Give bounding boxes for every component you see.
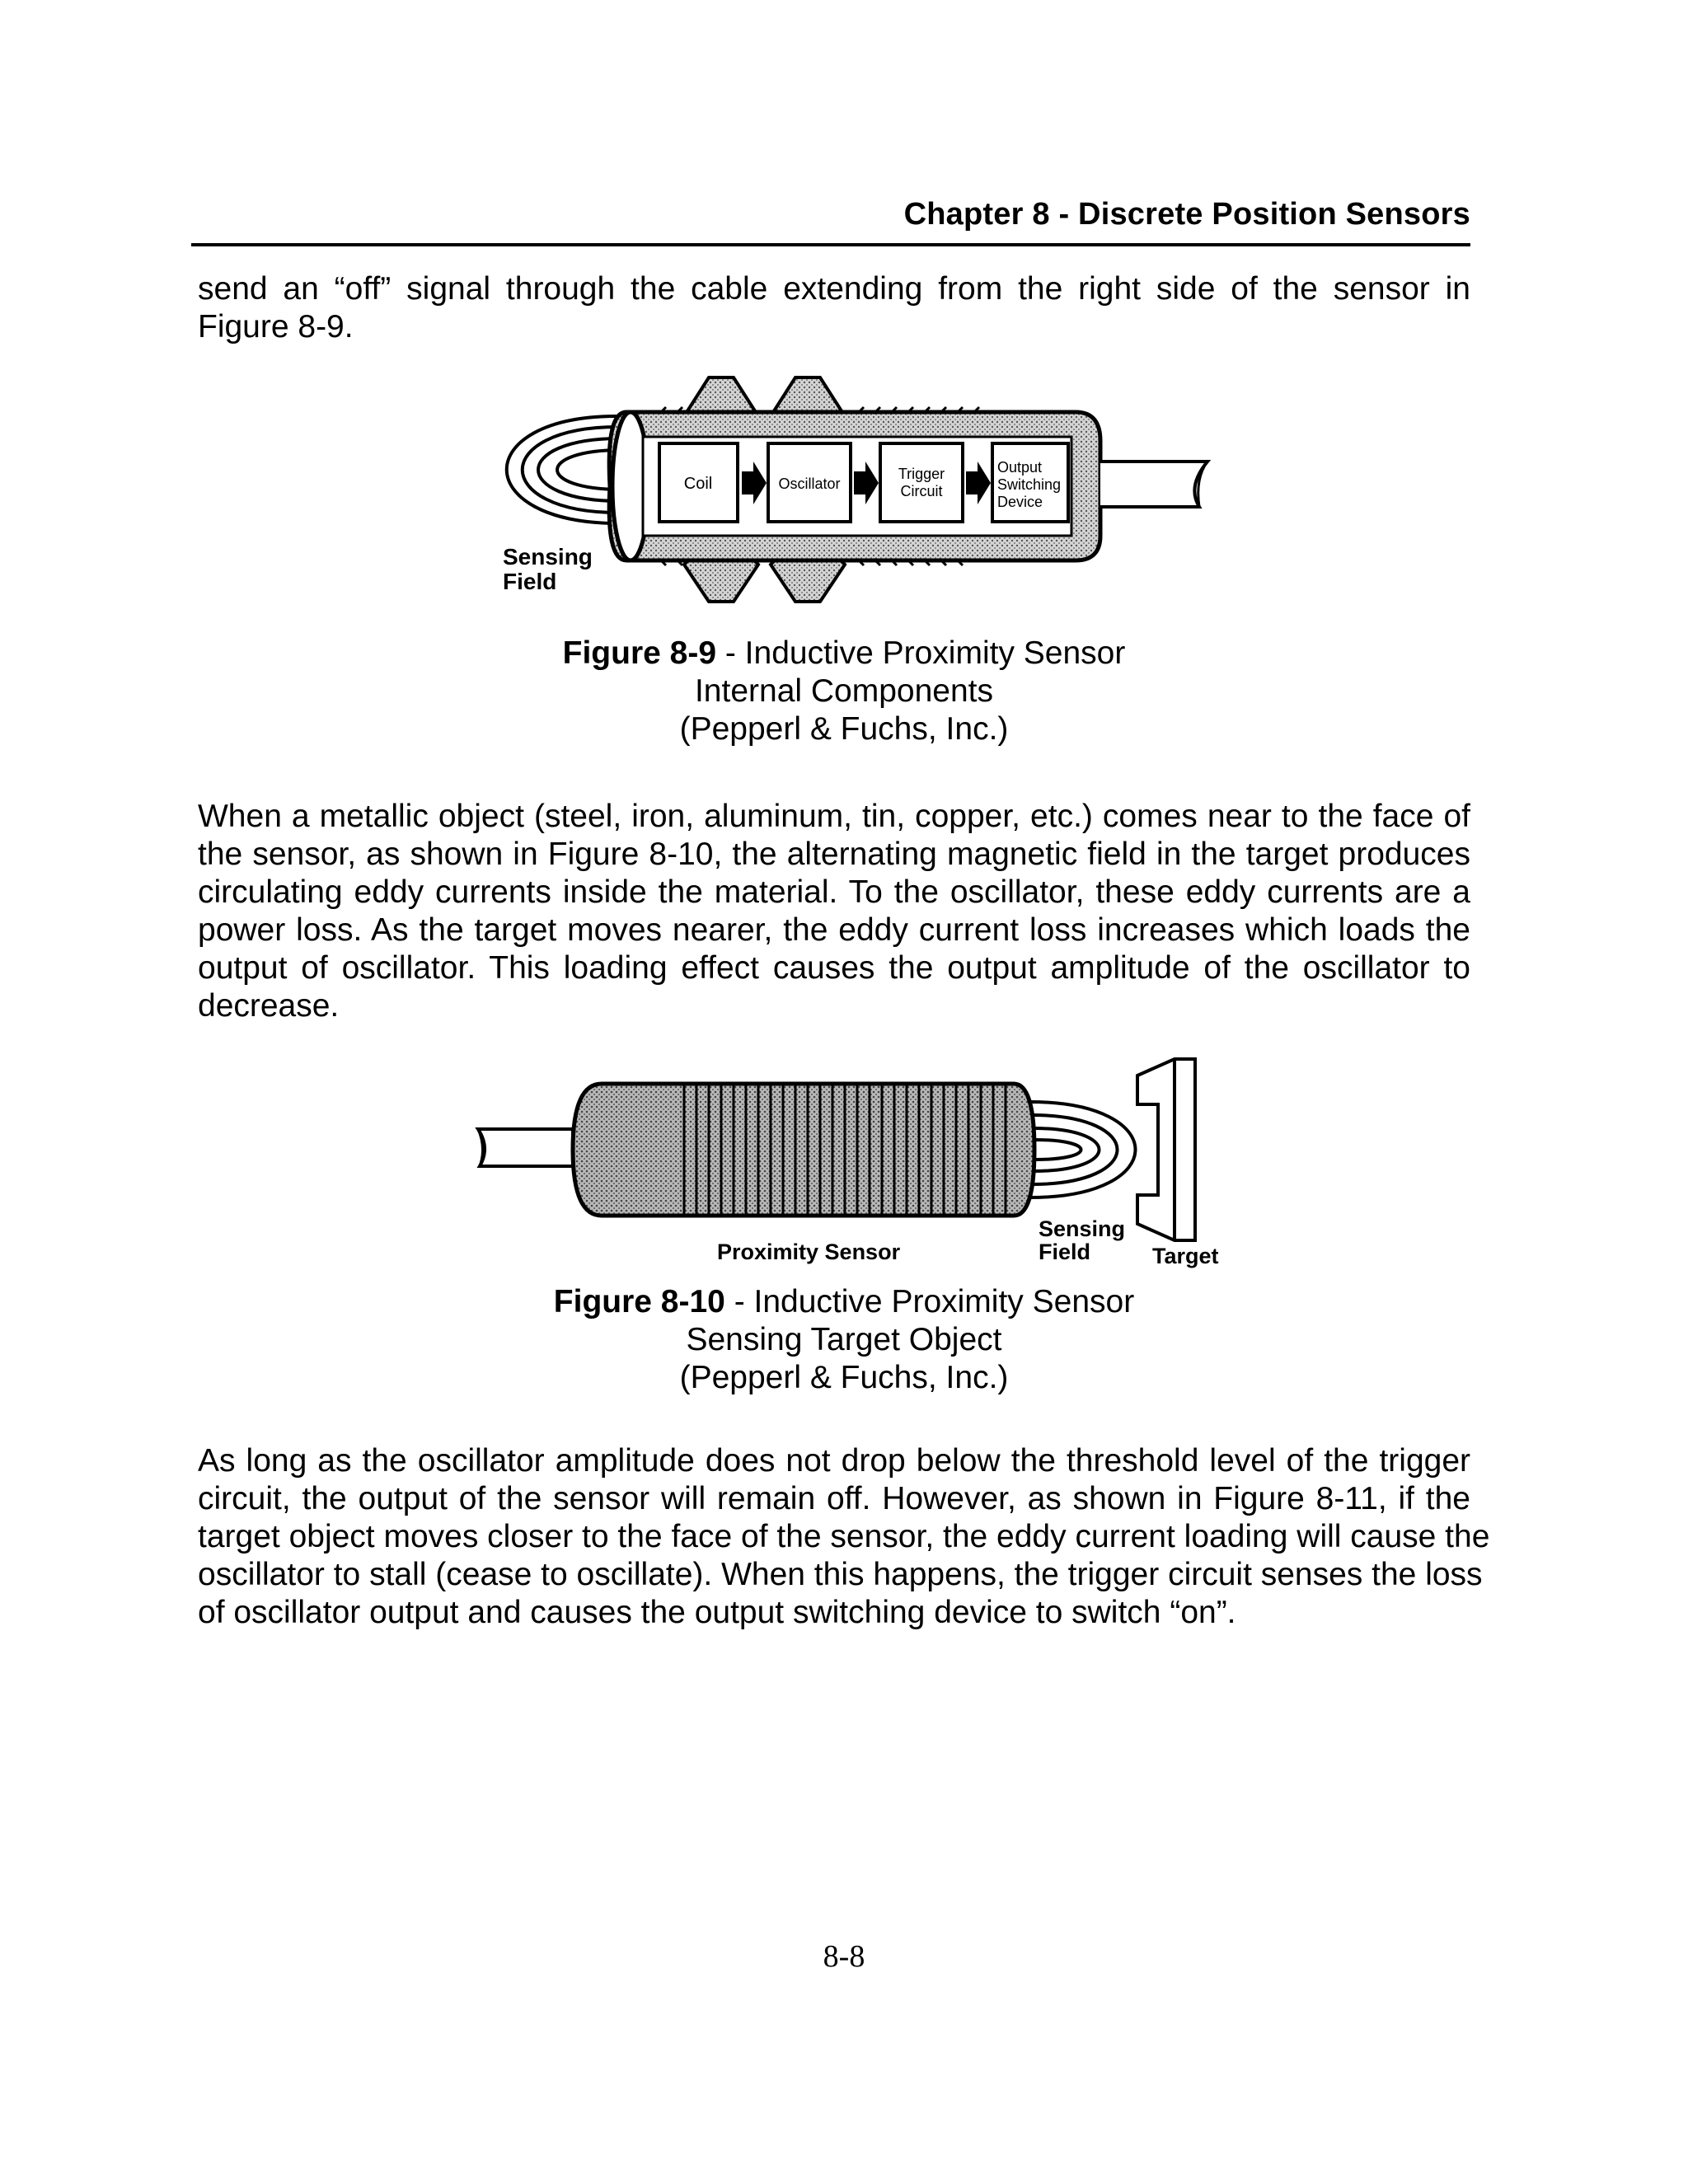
- target-label: Target: [1152, 1244, 1219, 1268]
- paragraph-2: [198, 798, 1470, 1025]
- caption-credit: (Pepperl & Fuchs, Inc.): [679, 711, 1009, 747]
- paragraph-line: When a metallic object (steel, iron, aluminum, tin, copper, etc.) comes near to the face of: [198, 799, 1470, 834]
- trigger-label-line2: Circuit: [900, 483, 943, 499]
- caption-line: Sensing Target Object: [686, 1322, 1002, 1357]
- output-label-line3: Device: [997, 494, 1043, 510]
- proximity-sensor-body: [573, 1084, 1034, 1216]
- oscillator-label: Oscillator: [778, 476, 841, 492]
- output-label-line2: Switching: [997, 476, 1062, 493]
- paragraph-line: output of oscillator. This loading effect causes the output amplitude of the oscillator to: [198, 950, 1470, 986]
- sensing-field-label-line1: Sensing: [1039, 1216, 1126, 1241]
- target-object: [1137, 1059, 1195, 1240]
- paragraph-line: circulating eddy currents inside the material. To the oscillator, these eddy currents are a: [198, 874, 1470, 910]
- page-header: [191, 194, 1470, 246]
- paragraph-line: Figure 8-9.: [198, 309, 354, 344]
- paragraph-line: target object moves closer to the face of the sensor, the eddy current loading will cause the: [198, 1519, 1490, 1554]
- figure-8-9-diagram: [462, 371, 1220, 610]
- output-label-line1: Output: [997, 459, 1043, 476]
- sensor-cable: [1100, 462, 1207, 507]
- sensor-cable: [478, 1129, 573, 1166]
- paragraph-1: [198, 270, 1470, 346]
- paragraph-line: power loss. As the target moves nearer, the eddy current loss increases which loads the: [198, 912, 1470, 948]
- sensing-field-label-line2: Field: [503, 569, 557, 594]
- paragraph-line: As long as the oscillator amplitude does not drop below the threshold level of the trigger: [198, 1443, 1470, 1479]
- chapter-title: Chapter 8 - Discrete Position Sensors: [903, 197, 1470, 232]
- proximity-sensor-label: Proximity Sensor: [717, 1240, 901, 1264]
- paragraph-line: decrease.: [198, 988, 340, 1024]
- coil-label: Coil: [683, 475, 713, 493]
- caption-line: Internal Components: [694, 673, 994, 709]
- paragraph-3: [198, 1442, 1490, 1632]
- sensing-field-label-line1: Sensing: [503, 544, 593, 569]
- paragraph-line: of oscillator output and causes the output switching device to switch “on”.: [198, 1595, 1236, 1630]
- paragraph-line: send an “off” signal through the cable extending from the right side of the sensor in: [198, 271, 1470, 307]
- sensing-field-arcs: [1030, 1102, 1136, 1197]
- figure-8-10-caption: [0, 1283, 1688, 1397]
- paragraph-line: the sensor, as shown in Figure 8-10, the alternating magnetic field in the target produces: [198, 837, 1470, 872]
- paragraph-line: circuit, the output of the sensor will remain off. However, as shown in Figure 8-11, if the: [198, 1481, 1470, 1516]
- figure-8-9-caption: [0, 635, 1688, 748]
- figure-8-10-diagram: [462, 1051, 1236, 1282]
- page-number: 8-8: [823, 1939, 865, 1974]
- caption-title: - Inductive Proximity Sensor: [716, 635, 1126, 671]
- figure-number: Figure 8-9: [562, 635, 717, 671]
- caption-credit: (Pepperl & Fuchs, Inc.): [679, 1360, 1009, 1395]
- sensing-field-label-line2: Field: [1039, 1240, 1091, 1264]
- figure-number: Figure 8-10: [553, 1284, 725, 1319]
- paragraph-line: oscillator to stall (cease to oscillate). When this happens, the trigger circuit senses the loss: [198, 1557, 1483, 1592]
- sensing-field-arcs: [507, 416, 621, 523]
- caption-title: - Inductive Proximity Sensor: [724, 1284, 1135, 1319]
- trigger-label-line1: Trigger: [898, 466, 945, 482]
